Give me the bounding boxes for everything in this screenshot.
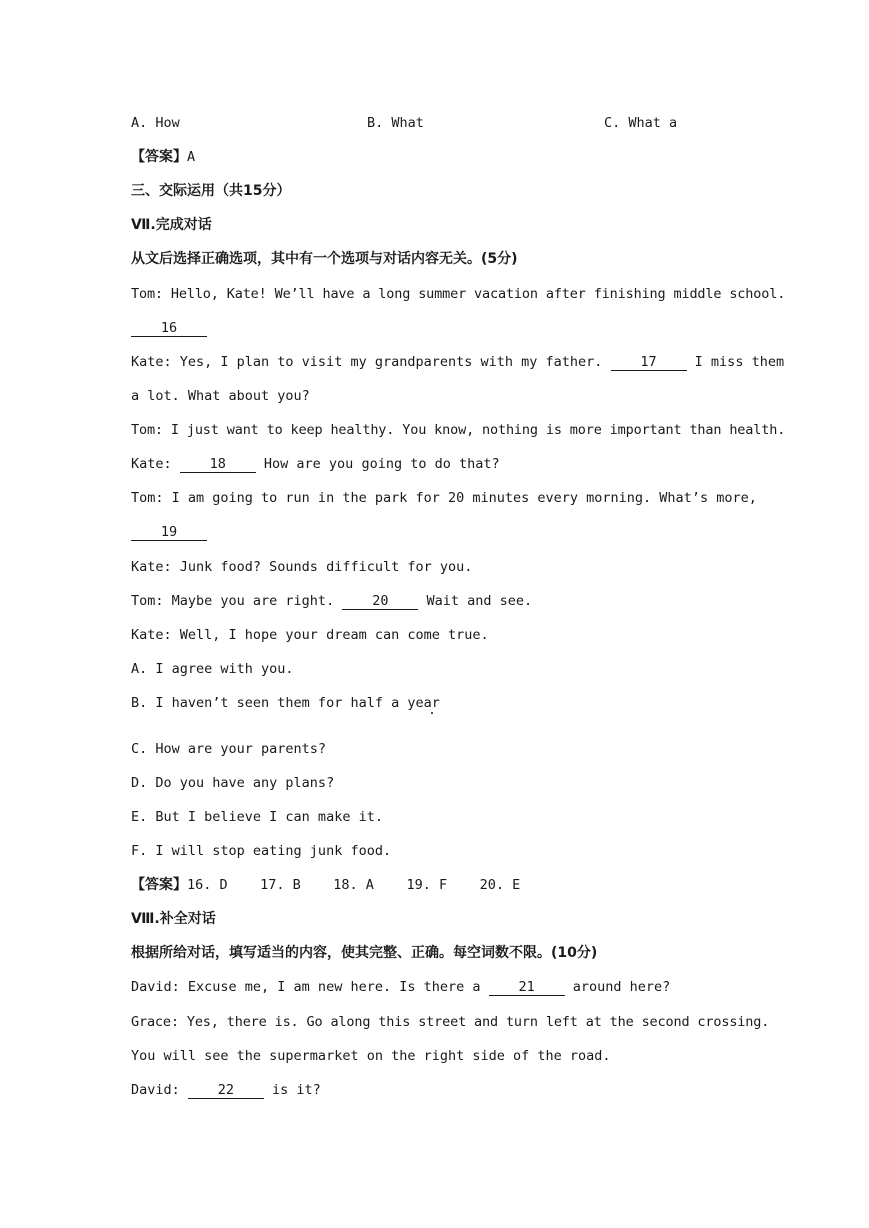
answer-label: 【答案】	[131, 877, 187, 893]
part7-title: Ⅶ.完成对话	[131, 217, 212, 233]
dialog-line: Grace: Yes, there is. Go along this street and turn left at the second crossing.	[131, 1014, 770, 1030]
dialog-text: is it?	[263, 1082, 321, 1098]
choice-d: D. Do you have any plans?	[131, 775, 335, 791]
dialog-line	[131, 523, 207, 541]
stray-dot	[431, 712, 433, 714]
answer-value: 16. D 17. B 18. A 19. F 20. E	[187, 877, 521, 893]
dialog-line: Tom: Hello, Kate! We’ll have a long summer vacation after finishing middle school.	[131, 286, 786, 302]
blank-18: 18	[180, 457, 256, 473]
dialog-text: Kate:	[131, 456, 180, 472]
choice-e: E. But I believe I can make it.	[131, 809, 383, 825]
dialog-line: Tom: I just want to keep healthy. You know, nothing is more important than health.	[131, 422, 786, 438]
part8-title: Ⅷ.补全对话	[131, 911, 216, 927]
blank-19: 19	[131, 525, 207, 541]
dialog-text: David:	[131, 1082, 188, 1098]
choice-c: C. How are your parents?	[131, 741, 327, 757]
dialog-text: How are you going to do that?	[255, 456, 500, 472]
dialog-text: Tom: Maybe you are right.	[131, 593, 343, 609]
dialog-line: Kate: Well, I hope your dream can come true.	[131, 627, 489, 643]
dialog-text: Wait and see.	[418, 593, 533, 609]
dialog-text: David: Excuse me, I am new here. Is there a	[131, 979, 489, 995]
part7-answer	[131, 876, 520, 894]
section-title: 三、交际运用（共15分）	[131, 183, 291, 199]
dialog-line: You will see the supermarket on the right side of the road.	[131, 1048, 611, 1064]
blank-16: 16	[131, 321, 207, 337]
dialog-text: around here?	[564, 979, 671, 995]
dialog-line	[131, 592, 532, 610]
dialog-line	[131, 319, 207, 337]
choice-a: A. I agree with you.	[131, 661, 294, 677]
dialog-line	[131, 353, 784, 371]
dialog-text: Kate: Yes, I plan to visit my grandparents with my father.	[131, 354, 611, 370]
blank-22: 22	[188, 1083, 264, 1099]
dialog-line	[131, 455, 500, 473]
answer-label: 【答案】	[131, 149, 187, 165]
choice-f: F. I will stop eating junk food.	[131, 843, 392, 859]
dialog-line	[131, 978, 670, 996]
dialog-line: a lot. What about you?	[131, 388, 310, 404]
answer-value: A	[187, 149, 196, 165]
blank-20: 20	[342, 594, 418, 610]
dialog-line: Tom: I am going to run in the park for 20 minutes every morning. What’s more,	[131, 490, 757, 506]
option-b: B. What	[367, 115, 424, 131]
option-c: C. What a	[604, 115, 678, 131]
part8-instruction: 根据所给对话，填写适当的内容，使其完整、正确。每空词数不限。(10分)	[131, 945, 598, 961]
choice-b: B. I haven’t seen them for half a year	[131, 695, 440, 711]
blank-17: 17	[611, 355, 687, 371]
part7-instruction: 从文后选择正确选项，其中有一个选项与对话内容无关。(5分)	[131, 251, 518, 267]
dialog-line	[131, 1081, 321, 1099]
dialog-line: Kate: Junk food? Sounds difficult for you.	[131, 559, 473, 575]
dialog-text: I miss them	[686, 354, 785, 370]
option-a: A. How	[131, 115, 180, 131]
prev-answer	[131, 148, 195, 166]
blank-21: 21	[489, 980, 565, 996]
